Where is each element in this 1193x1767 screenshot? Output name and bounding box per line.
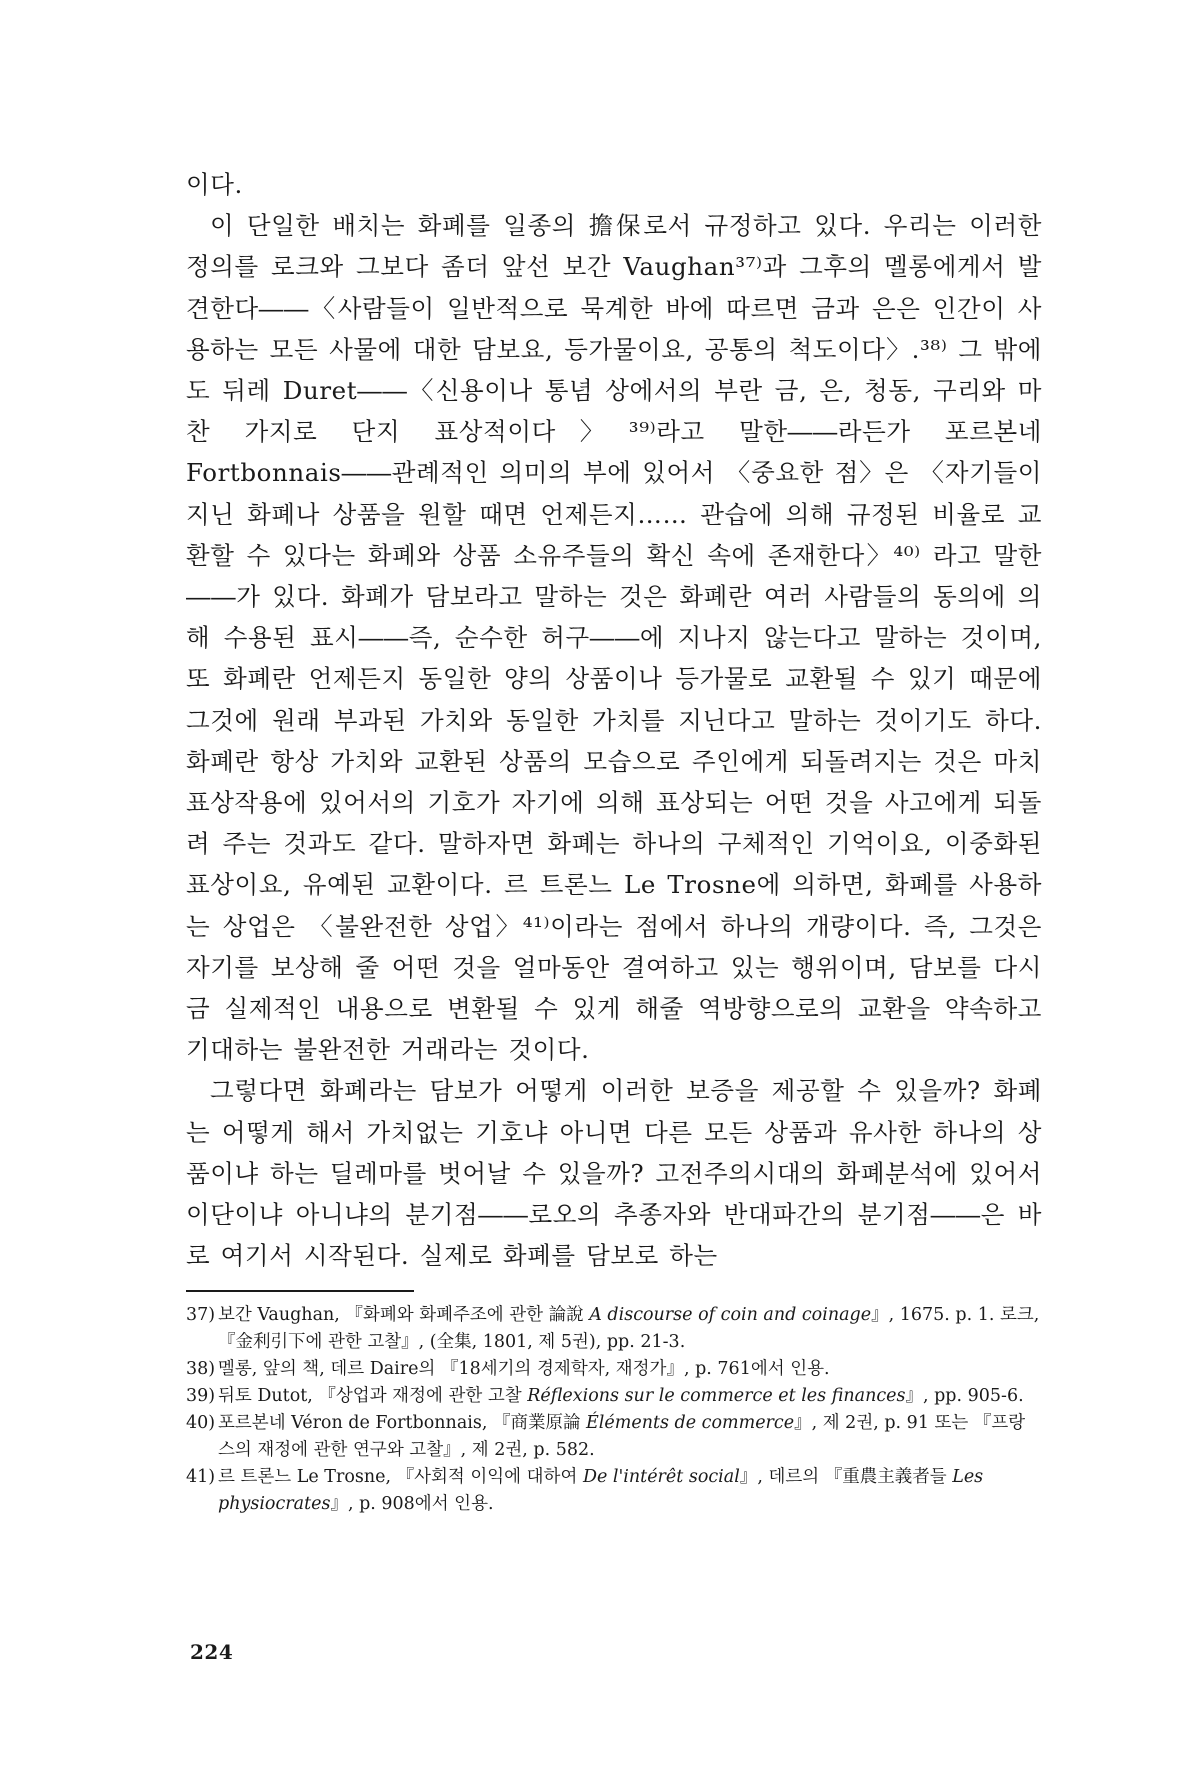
footnote-text: 포르본네 Véron de Fortbonnais, 『商業原論 Éléments de commerce』, 제 2권, p. 91 또는 『프랑스의 재정에 관한 연구와 고찰』, 제 2권, p. 582. [218, 1413, 1026, 1461]
footnote-text: 보간 Vaughan, 『화폐와 화폐주조에 관한 論說 A discourse of coin and coinage』, 1675. p. 1. 로크, 『金利引下에 관한 고찰』, (全集, 1801, 제 5권), pp. 21-3. [218, 1305, 1040, 1353]
footnote-number: 39) [186, 1386, 216, 1407]
footnote-divider [186, 1290, 414, 1292]
page [186, 164, 1042, 1518]
paragraph-3: 그렇다면 화폐라는 담보가 어떻게 이러한 보증을 제공할 수 있을까? 화폐는 어떻게 해서 가치없는 기호냐 아니면 다른 모든 상품과 유사한 하나의 상품이냐 하는 딜레마를 벗어날 수 있을까? 고전주의시대의 화폐분석에 있어서 이단이냐 아니냐의 분기점――로오의 추종자와 반대파간의 분기점――은 바로 여기서 시작된다. 실제로 화폐를 담보로 하는 [186, 1076, 1042, 1271]
body-text [186, 164, 1042, 1276]
footnote-text: 뒤토 Dutot, 『상업과 재정에 관한 고찰 Réflexions sur le commerce et les finances』, pp. 905-6. [218, 1386, 1024, 1407]
footnote-text: 멜롱, 앞의 책, 데르 Daire의 『18세기의 경제학자, 재정가』, p. 761에서 인용. [218, 1359, 830, 1380]
footnote-number: 37) [186, 1305, 216, 1326]
footnote-38 [186, 1356, 1042, 1383]
footnote-39 [186, 1383, 1042, 1410]
paragraph-1: 이다. [186, 170, 243, 199]
page-number: 224 [190, 1640, 234, 1664]
footnote-number: 40) [186, 1413, 216, 1434]
footnote-number: 41) [186, 1467, 216, 1488]
footnote-41 [186, 1464, 1042, 1518]
footnotes [186, 1302, 1042, 1518]
footnote-number: 38) [186, 1359, 216, 1380]
footnote-text: 르 트론느 Le Trosne, 『사회적 이익에 대하여 De l'intérêt social』, 데르의 『重農主義者들 Les physiocrates』, p. 908에서 인용. [218, 1467, 984, 1515]
paragraph-2: 이 단일한 배치는 화폐를 일종의 擔保로서 규정하고 있다. 우리는 이러한 정의를 로크와 그보다 좀더 앞선 보간 Vaughan³⁷⁾과 그후의 멜롱에게서 발견한다――〈사람들이 일반적으로 묵계한 바에 따르면 금과 은은 인간이 사용하는 모든 사물에 대한 담보요, 등가물이요, 공통의 척도이다〉.³⁸⁾ 그 밖에도 뒤레 Duret――〈신용이나 통념 상에서의 부란 금, 은, 청동, 구리와 마찬 가지로 단지 표상적이다〉³⁹⁾라고 말한――라든가 포르본네 Fortbonnais――관례적인 의미의 부에 있어서 〈중요한 점〉은 〈자기들이 지닌 화폐나 상품을 원할 때면 언제든지…… 관습에 의해 규정된 비율로 교환할 수 있다는 화폐와 상품 소유주들의 확신 속에 존재한다〉⁴⁰⁾ 라고 말한――가 있다. 화폐가 담보라고 말하는 것은 화폐란 여러 사람들의 동의에 의해 수용된 표시――즉, 순수한 허구――에 지나지 않는다고 말하는 것이며, 또 화폐란 언제든지 동일한 양의 상품이나 등가물로 교환될 수 있기 때문에 그것에 원래 부과된 가치와 동일한 가치를 지닌다고 말하는 것이기도 하다. 화폐란 항상 가치와 교환된 상품의 모습으로 주인에게 되돌려지는 것은 마치 표상작용에 있어서의 기호가 자기에 의해 표상되는 어떤 것을 사고에게 되돌려 주는 것과도 같다. 말하자면 화폐는 하나의 구체적인 기억이요, 이중화된 표상이요, 유예된 교환이다. 르 트론느 Le Trosne에 의하면, 화폐를 사용하는 상업은 〈불완전한 상업〉⁴¹⁾이라는 점에서 하나의 개량이다. 즉, 그것은 자기를 보상해 줄 어떤 것을 얼마동안 결여하고 있는 행위이며, 담보를 다시금 실제적인 내용으로 변환될 수 있게 해줄 역방향으로의 교환을 약속하고 기대하는 불완전한 거래라는 것이다. [186, 211, 1042, 1065]
footnote-37 [186, 1302, 1042, 1356]
footnote-40 [186, 1410, 1042, 1464]
